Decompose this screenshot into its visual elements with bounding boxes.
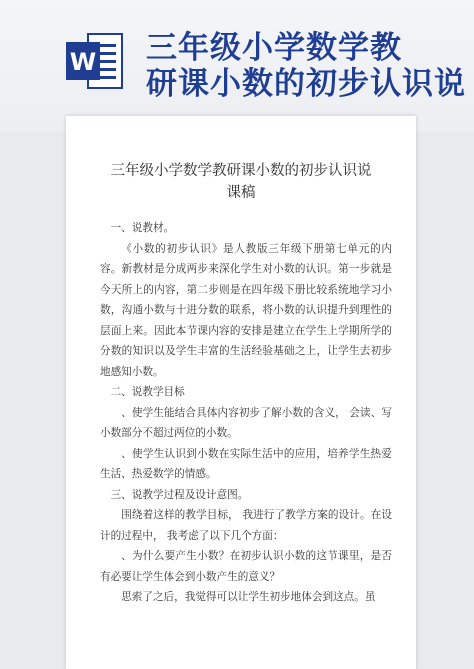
section-heading-1: 一、说教材。 — [110, 222, 175, 234]
section-heading-3: 三、说教学过程及设计意图。 — [110, 488, 249, 501]
paragraph: 、使学生认识到小数在实际生活中的应用，培养学生热爱生活、热爱数学的情感。 — [100, 447, 392, 480]
banner-title-line-1: 三年级小学数学教 — [146, 30, 402, 66]
section-heading-2: 二、说教学目标 — [110, 386, 185, 398]
document-title: 三年级小学数学教研课小数的初步认识说课稿 — [110, 163, 372, 201]
paragraph: 围绕着这样的教学目标， 我进行了教学方案的设计。在设计的过程中， 我考虑了以下几个方面： — [100, 509, 392, 542]
document-body — [100, 218, 392, 608]
banner — [0, 0, 474, 132]
paragraph: 、为什么要产生小数？在初步认识小数的这节课里，是否有必要让学生体会到小数产生的意义？ — [100, 550, 392, 583]
banner-title-line-2: 研课小数的初步认识说 — [146, 66, 466, 102]
document-page — [66, 116, 416, 669]
paragraph: 、使学生能结合具体内容初步了解小数的含义， 会读、写小数部分不超过两位的小数。 — [100, 406, 392, 439]
word-icon-letter: W — [69, 48, 97, 76]
paragraph: 思索了之后，我觉得可以让学生初步地体会到这点。虽 — [121, 591, 376, 603]
banner-title — [146, 30, 474, 102]
paragraph: 《小数的初步认识》是人教版三年级下册第七单元的内容。新教材是分成两步来深化学生对小数的认识。第一步就是今天所上的内容，第二步则是在四年级下册比较系统地学习小数，沟通小数与十进分数的联系，将小数的认识提升到理性的层面上来。因此本节课内容的安排是建立在学生上学期所学的分数的知识以及学生丰富的生活经验基础之上，让学生去初步地感知小数。 — [100, 242, 392, 378]
word-document-icon — [66, 30, 124, 92]
